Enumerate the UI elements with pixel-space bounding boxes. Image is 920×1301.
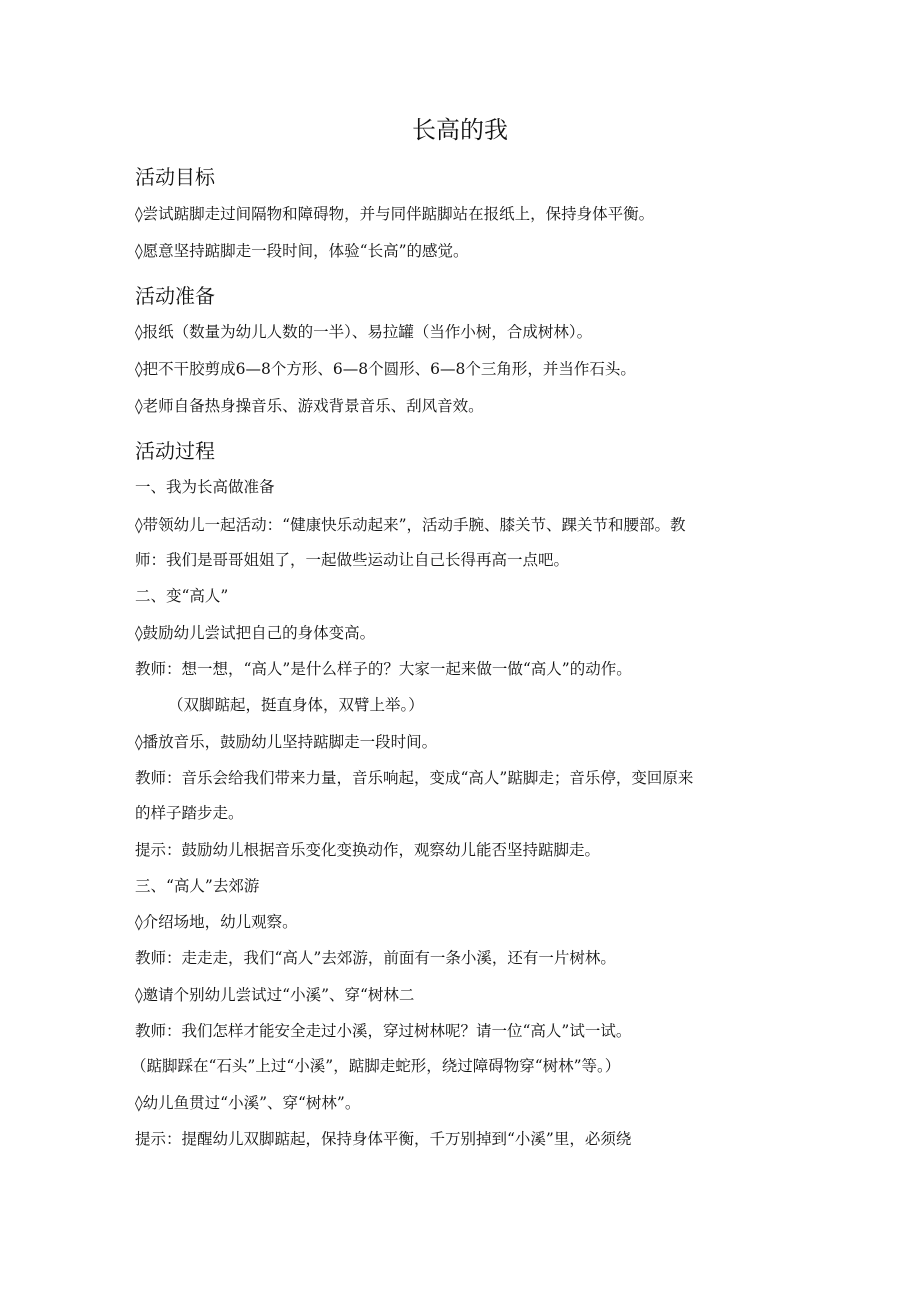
preparation-line-3: ◊老师自备热身操音乐、游戏背景音乐、刮风音效。: [135, 397, 484, 415]
process-line: 教师：我们怎样才能安全走过小溪，穿过树林呢？请一位“高人”试一试。: [135, 1022, 632, 1040]
process-line-note: （双脚踮起，挺直身体，双臂上举。）: [168, 696, 424, 714]
document-title: 长高的我: [412, 116, 508, 144]
section-heading-goals: 活动目标: [135, 165, 215, 189]
process-line: 提示：鼓励幼儿根据音乐变化变换动作，观察幼儿能否坚持踮脚走。: [135, 841, 601, 859]
process-line: 教师：想一想，“高人”是什么样子的？大家一起来做一做“高人”的动作。: [135, 660, 632, 678]
section-heading-process: 活动过程: [135, 439, 215, 463]
process-line: 提示：提醒幼儿双脚踮起，保持身体平衡，千万别掉到“小溪”里，必须绕: [135, 1130, 632, 1148]
process-line: ◊带领幼儿一起活动：“健康快乐动起来”，活动手腕、膝关节、踝关节和腰部。教: [135, 516, 686, 534]
process-line: 的样子踏步走。: [135, 804, 244, 822]
process-subheading-3: 三、“高人”去郊游: [135, 877, 260, 895]
process-subheading-2: 二、变“高人”: [135, 587, 229, 605]
process-line: 师：我们是哥哥姐姐了，一起做些运动让自己长得再高一点吧。: [135, 551, 570, 569]
process-subheading-1: 一、我为长高做准备: [135, 478, 275, 496]
goals-line-2: ◊愿意坚持踮脚走一段时间，体验“长高”的感觉。: [135, 242, 469, 260]
process-line: 教师：走走走，我们“高人”去郊游，前面有一条小溪，还有一片树林。: [135, 949, 616, 967]
process-line: ◊鼓励幼儿尝试把自己的身体变高。: [135, 624, 376, 642]
preparation-line-2: ◊把不干胶剪成6—8个方形、6—8个圆形、6—8个三角形，并当作石头。: [135, 360, 636, 378]
process-line: 教师：音乐会给我们带来力量，音乐响起，变成“高人”踮脚走；音乐停，变回原来: [135, 769, 694, 787]
process-line: ◊介绍场地，幼儿观察。: [135, 913, 298, 931]
process-line-note: （踮脚踩在“石头”上过“小溪”，踮脚走蛇形，绕过障碍物穿“树林”等。）: [131, 1057, 621, 1075]
goals-line-1: ◊尝试踮脚走过间隔物和障碍物，并与同伴踮脚站在报纸上，保持身体平衡。: [135, 205, 655, 223]
section-heading-preparation: 活动准备: [135, 284, 215, 308]
preparation-line-1: ◊报纸（数量为幼儿人数的一半）、易拉罐（当作小树，合成树林）。: [135, 323, 593, 341]
process-line: ◊幼儿鱼贯过“小溪”、穿“树林”。: [135, 1094, 361, 1112]
process-line: ◊邀请个别幼儿尝试过“小溪”、穿“树林二: [135, 986, 415, 1004]
process-line: ◊播放音乐，鼓励幼儿坚持踮脚走一段时间。: [135, 733, 438, 751]
